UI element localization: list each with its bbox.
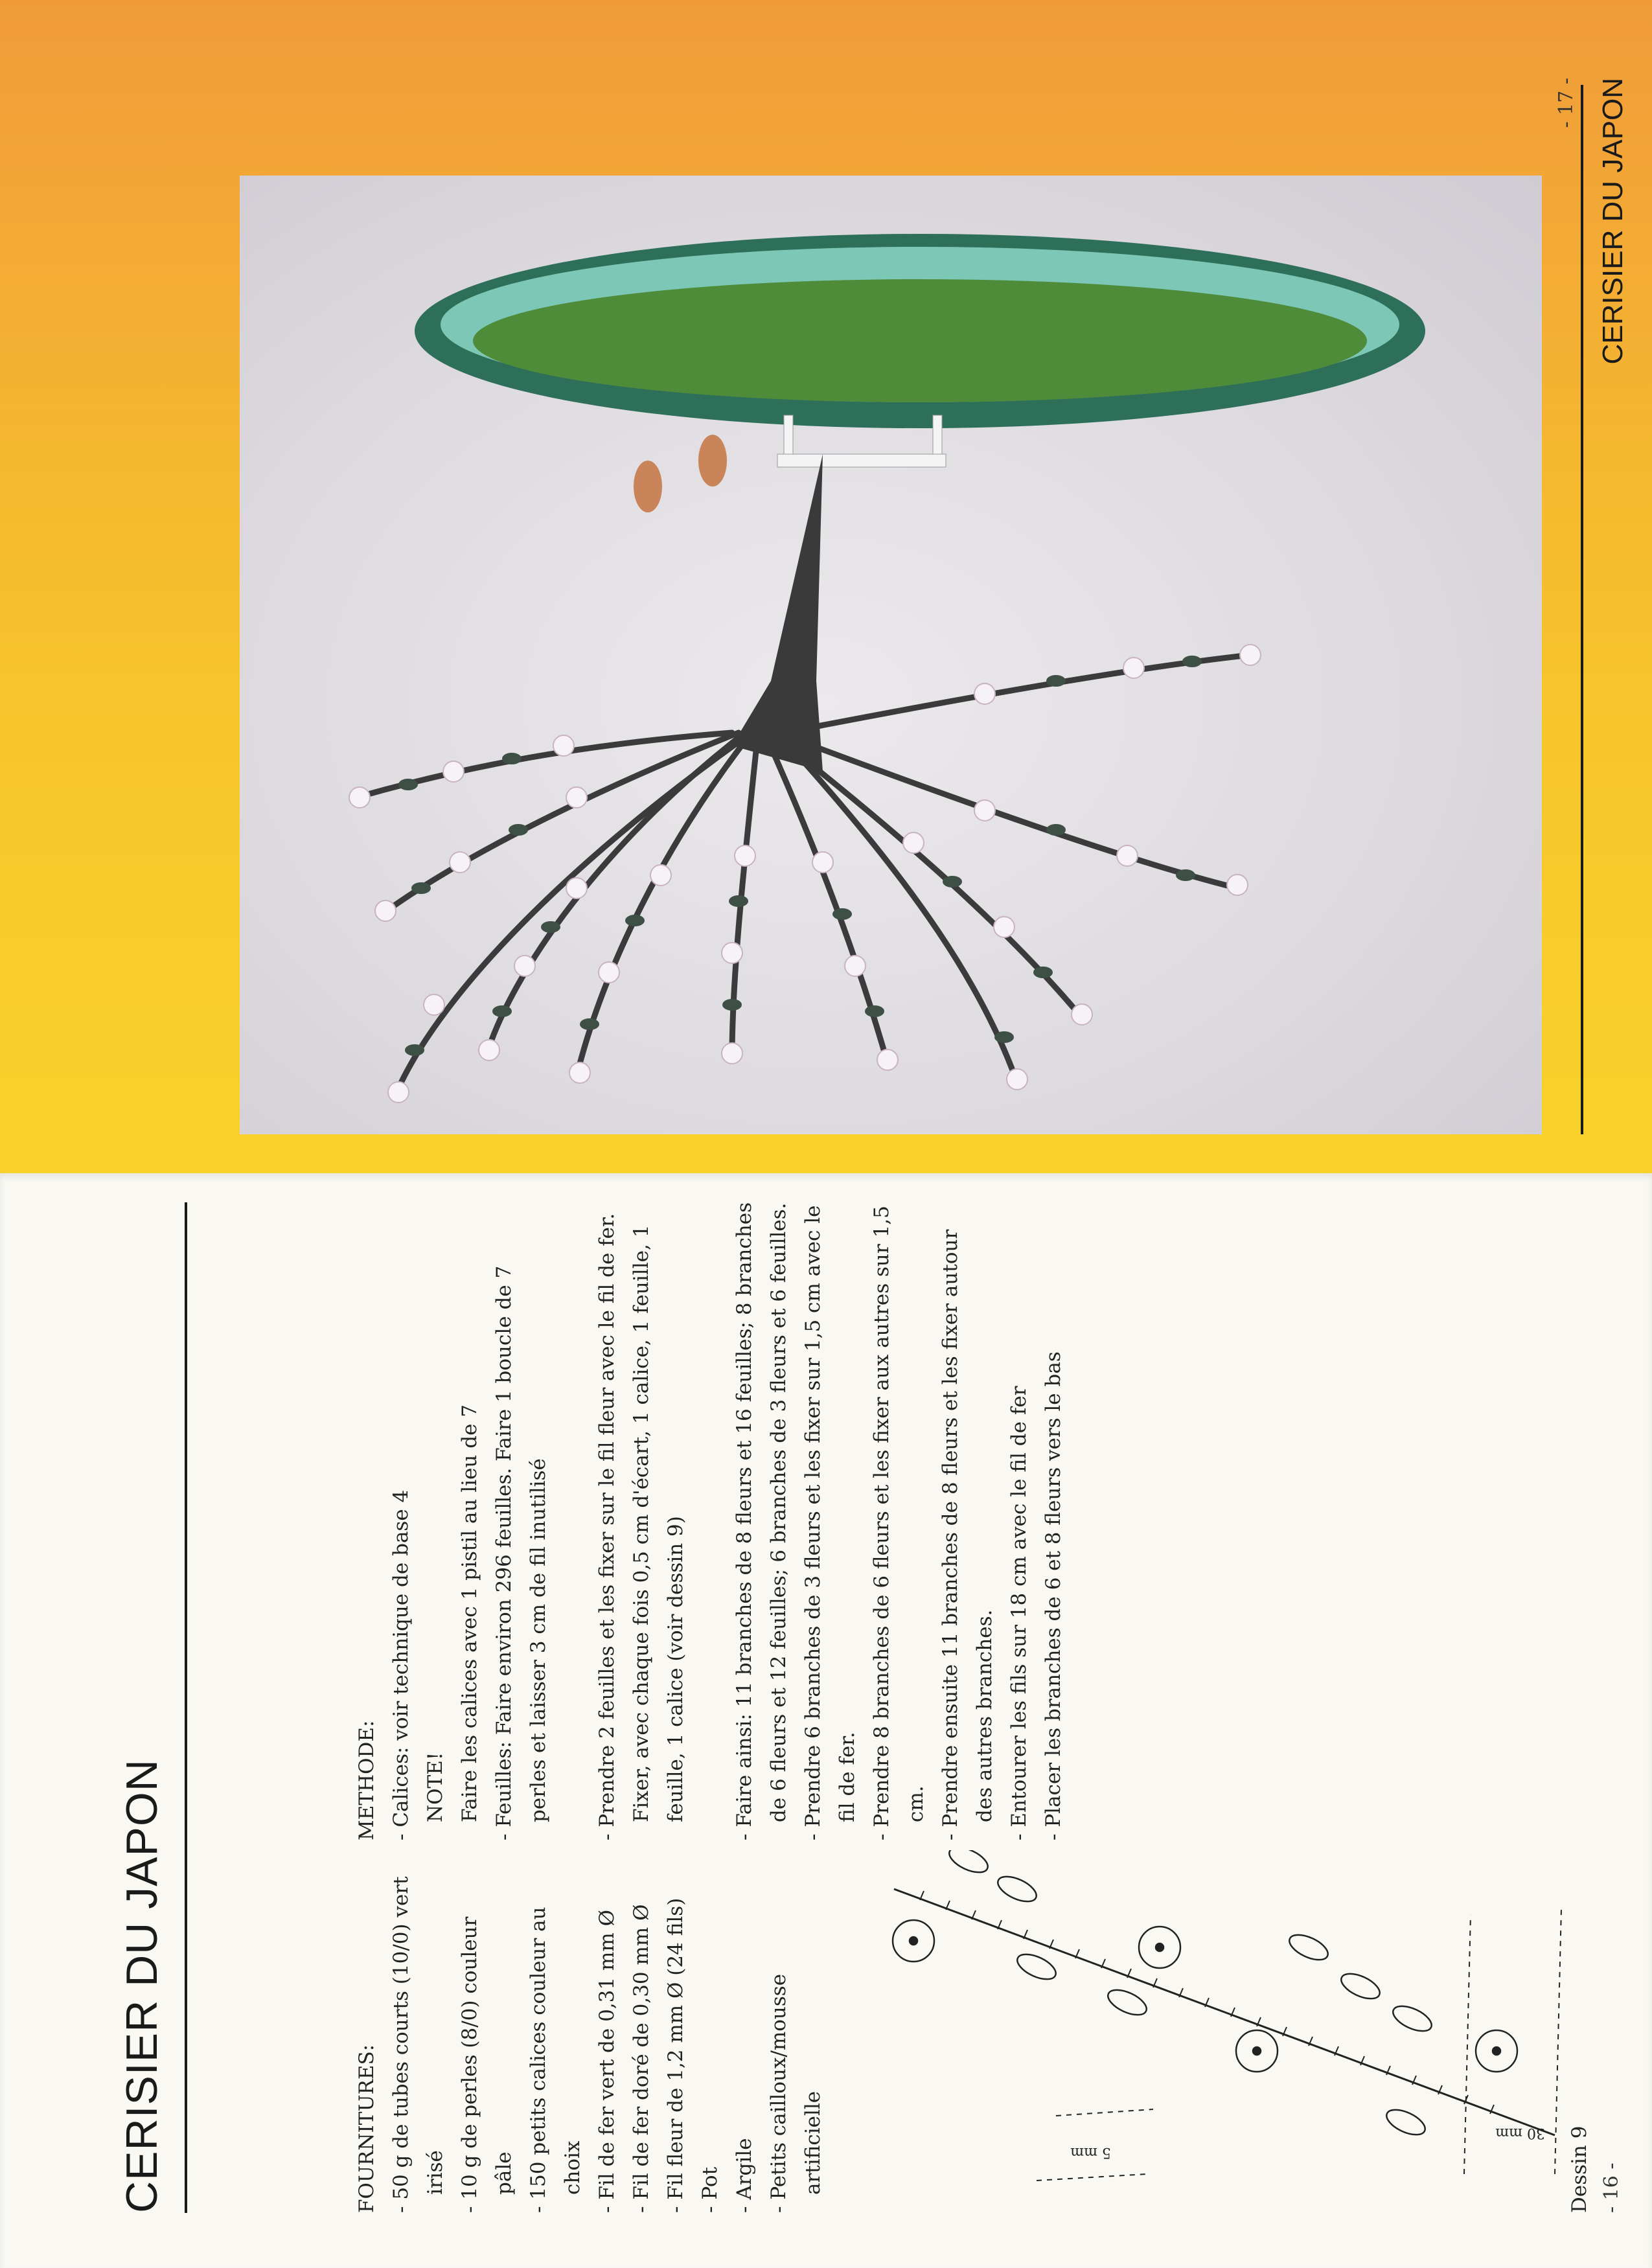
page-number-right: - 17 - bbox=[1555, 78, 1577, 128]
diagram-label: Dessin 9 bbox=[1568, 2125, 1591, 2213]
cherry-tree-photo bbox=[240, 176, 1542, 1134]
measure-30mm: 30 mm bbox=[1495, 2125, 1545, 2141]
methode-step: - Feuilles: Faire environ 296 feuilles. Faire 1 boucle de 7 perles et laisser 3 cm de fil inutilisé bbox=[492, 1265, 550, 1840]
fourniture-item: - Argile bbox=[733, 2138, 756, 2213]
measure-5mm: 5 mm bbox=[1070, 2144, 1111, 2160]
fourniture-item: - 50 g de tubes courts (10/0) vert irisé bbox=[389, 1876, 447, 2213]
methode-step: - Faire ainsi: 11 branches de 8 fleurs et 16 feuilles; 8 branches de 6 fleurs et 12 feuilles; 6 branches de 3 fleurs et 6 feuilles. bbox=[733, 1202, 790, 1840]
methode-step: - Calices: voir technique de base 4 bbox=[389, 1489, 413, 1840]
methode-heading: METHODE: bbox=[355, 1720, 378, 1840]
right-page-title: CERISIER DU JAPON bbox=[1597, 78, 1629, 365]
moss bbox=[473, 279, 1367, 402]
dessin-9-diagram bbox=[842, 1850, 1620, 2213]
title-rule bbox=[185, 1202, 187, 2213]
methode-note-text: Faire les calices avec 1 pistil au lieu de 7 bbox=[458, 1404, 481, 1822]
left-page-title: CERISIER DU JAPON bbox=[117, 1759, 166, 2213]
fourniture-item: - 10 g de perles (8/0) couleur pâle bbox=[458, 1916, 516, 2213]
stem-line bbox=[894, 1889, 1555, 2135]
bench bbox=[777, 454, 946, 467]
deer-figurine bbox=[634, 461, 662, 512]
left-page bbox=[0, 1173, 1652, 2268]
flower-icon bbox=[1476, 2030, 1517, 2072]
methode-list bbox=[350, 1199, 1071, 1840]
fourniture-item: - Pot bbox=[698, 2166, 722, 2213]
flower-icon bbox=[1236, 2030, 1278, 2072]
methode-step: - Prendre 6 branches de 3 fleurs et les fixer sur 1,5 cm avec le fil de fer. bbox=[801, 1205, 859, 1840]
fourniture-item: - Fil fleur de 1,2 mm Ø (24 fils) bbox=[664, 1897, 687, 2213]
methode-step: - Entourer les fils sur 18 cm avec le fil de fer bbox=[1007, 1386, 1031, 1840]
fourniture-item: - Fil de fer doré de 0,30 mm Ø bbox=[630, 1904, 653, 2213]
methode-step: - Prendre ensuite 11 branches de 8 fleurs et les fixer autour des autres branches. bbox=[939, 1229, 996, 1840]
fourniture-item: - 150 petits calices couleur au choix bbox=[527, 1907, 584, 2213]
cherry-tree-illustration bbox=[240, 176, 1542, 1134]
measure-guides bbox=[1037, 1908, 1561, 2181]
page-number-left: - 16 - bbox=[1600, 2162, 1623, 2213]
fournitures-list bbox=[350, 1876, 831, 2213]
methode-note: NOTE! bbox=[424, 1752, 447, 1822]
methode-step: - Prendre 2 feuilles et les fixer sur le fil fleur avec le fil de fer. Fixer, avec chaque fois 0,5 cm d'écart, 1 calice, 1 feuille, 1 feuille, 1 calice (voir dessin 9) bbox=[595, 1213, 687, 1840]
flower-icon bbox=[893, 1920, 934, 1962]
flower-icon bbox=[1139, 1927, 1180, 1968]
leaf-icons bbox=[946, 1850, 1436, 2140]
deer-figurine bbox=[698, 435, 727, 487]
fournitures-heading: FOURNITURES: bbox=[355, 2044, 378, 2213]
fourniture-item: - Fil de fer vert de 0,31 mm Ø bbox=[595, 1909, 619, 2213]
methode-step: - Placer les branches de 6 et 8 fleurs vers le bas bbox=[1042, 1351, 1065, 1840]
methode-step: - Prendre 8 branches de 6 fleurs et les fixer aux autres sur 1,5 cm. bbox=[870, 1206, 928, 1840]
tree-trunk bbox=[732, 454, 823, 772]
fourniture-item: - Petits cailloux/mousse artificielle bbox=[767, 1973, 825, 2213]
title-rule bbox=[1581, 85, 1583, 1134]
